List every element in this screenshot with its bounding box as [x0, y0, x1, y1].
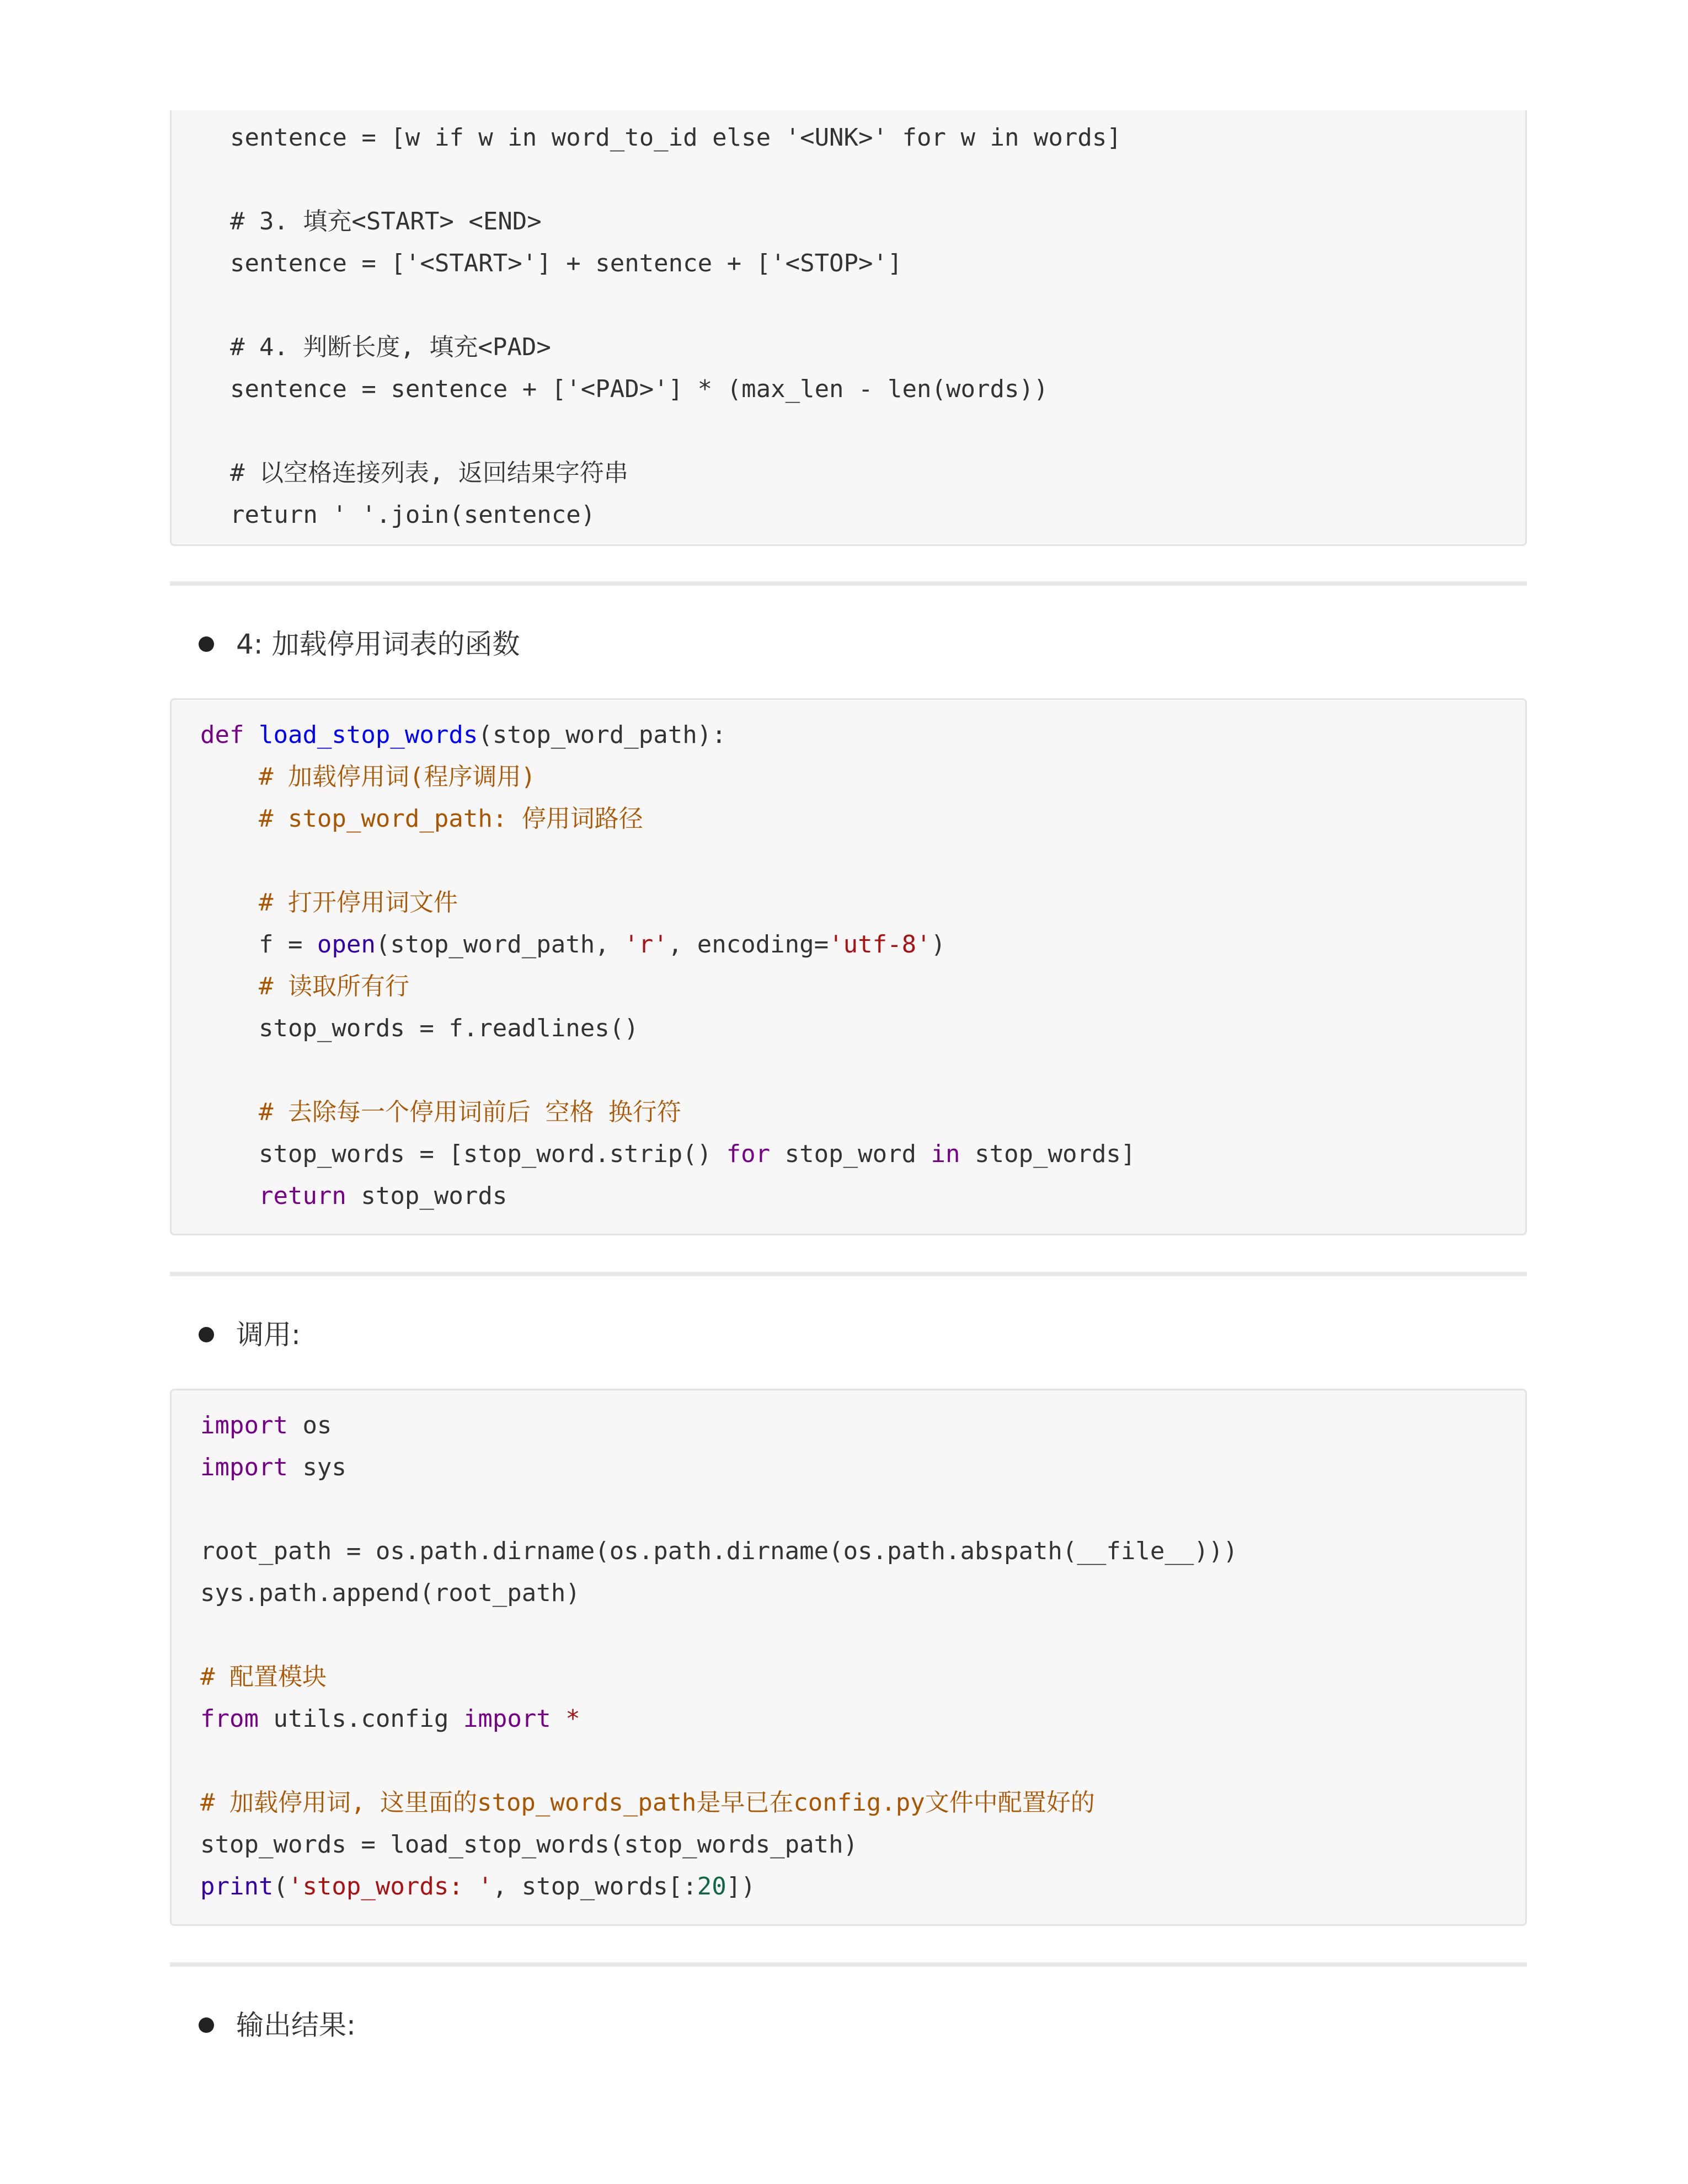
list-bullet: [199, 636, 214, 652]
code-line: [200, 1008, 639, 1050]
code-line: [200, 798, 643, 840]
code-line: [200, 966, 409, 1008]
code-line: [200, 1133, 1135, 1175]
code-token: (stop_word_path,: [375, 930, 624, 959]
code-token: import: [463, 1705, 551, 1733]
code-token: # 以空格连接列表, 返回结果字符串: [172, 459, 628, 487]
code-line: [200, 924, 946, 966]
code-line: [172, 452, 628, 494]
code-line: [172, 201, 542, 243]
code-token: root_path = os.path.dirname(os.path.dirname(os.path.abspath(__file__))): [200, 1537, 1238, 1565]
code-line: [172, 117, 1121, 159]
code-token: [200, 1098, 259, 1126]
code-line: [200, 1866, 756, 1908]
code-token: stop_word: [770, 1140, 931, 1168]
code-token: sys: [287, 1453, 346, 1481]
code-token: (stop_word_path):: [478, 721, 727, 749]
code-token: sentence = sentence + ['<PAD>'] * (max_len - len(words)): [172, 375, 1049, 403]
code-line: [200, 1572, 580, 1614]
code-line: [172, 494, 595, 536]
list-item-output: 输出结果:: [236, 2009, 356, 2041]
code-line: [200, 1656, 327, 1698]
code-token: stop_words: [346, 1182, 508, 1210]
code-token: # 加载停用词(程序调用): [258, 763, 536, 791]
code-line: [200, 1824, 858, 1866]
code-line: [200, 1698, 580, 1740]
list-item-usage: 调用:: [236, 1319, 301, 1351]
code-token: # 加载停用词, 这里面的stop_words_path是早已在config.py文件中配置好的: [200, 1789, 1095, 1817]
code-token: *: [551, 1705, 580, 1733]
code-token: [200, 972, 259, 1000]
code-token: [200, 805, 259, 833]
code-token: open: [317, 930, 376, 959]
code-line: [172, 326, 551, 368]
code-block-load-stop-words: [170, 698, 1527, 1235]
code-token: return: [258, 1182, 346, 1210]
code-token: 20: [697, 1872, 727, 1901]
section-divider: [170, 1962, 1527, 1967]
code-line: [172, 243, 902, 285]
code-token: # 配置模块: [200, 1663, 327, 1691]
code-token: in: [931, 1140, 960, 1168]
code-token: stop_words = [stop_word.strip(): [200, 1140, 727, 1168]
code-token: sentence = [w if w in word_to_id else '<UNK>' for w in words]: [172, 124, 1121, 152]
code-token: # 去除每一个停用词前后 空格 换行符: [258, 1098, 681, 1126]
code-line: [200, 1175, 507, 1217]
code-token: stop_words]: [960, 1140, 1136, 1168]
code-token: # 4. 判断长度, 填充<PAD>: [172, 333, 551, 361]
code-token: f =: [200, 930, 317, 959]
code-token: # 3. 填充<START> <END>: [172, 207, 542, 235]
section-divider: [170, 581, 1527, 586]
code-token: def: [200, 721, 259, 749]
code-line: [200, 714, 727, 756]
code-token: , stop_words[:: [492, 1872, 697, 1901]
code-line: [200, 1530, 1238, 1572]
code-token: return ' '.join(sentence): [172, 501, 596, 529]
code-token: import: [200, 1411, 288, 1439]
code-line: [200, 1405, 332, 1447]
section-divider: [170, 1272, 1527, 1276]
code-token: ): [931, 930, 946, 959]
code-token: import: [200, 1453, 288, 1481]
code-line: [172, 368, 1048, 410]
code-line: [200, 882, 458, 924]
code-line: [200, 1782, 1095, 1824]
code-token: , encoding=: [667, 930, 829, 959]
code-token: [200, 763, 259, 791]
list-bullet: [199, 1327, 214, 1342]
code-token: [200, 888, 259, 917]
code-token: sys.path.append(root_path): [200, 1579, 580, 1607]
code-line: [200, 1091, 681, 1133]
code-token: # stop_word_path: 停用词路径: [258, 805, 643, 833]
code-token: for: [726, 1140, 771, 1168]
code-token: (: [273, 1872, 288, 1901]
code-token: sentence = ['<START>'] + sentence + ['<STOP>']: [172, 249, 902, 277]
code-token: [200, 1182, 259, 1210]
code-token: stop_words = load_stop_words(stop_words_path): [200, 1830, 858, 1859]
code-token: load_stop_words: [258, 721, 478, 749]
code-block-sentence: [170, 110, 1527, 546]
code-line: [200, 756, 536, 798]
code-token: 'utf-8': [829, 930, 931, 959]
code-token: # 打开停用词文件: [258, 888, 458, 917]
code-token: # 读取所有行: [258, 972, 409, 1000]
code-token: 'r': [624, 930, 668, 959]
list-item-load-stop-words: 4: 加载停用词表的函数: [236, 628, 520, 660]
code-token: ]): [726, 1872, 756, 1901]
code-token: stop_words = f.readlines(): [200, 1014, 639, 1042]
code-token: utils.config: [258, 1705, 463, 1733]
code-token: 'stop_words: ': [287, 1872, 493, 1901]
code-token: os: [287, 1411, 332, 1439]
list-bullet: [199, 2017, 214, 2033]
code-token: print: [200, 1872, 274, 1901]
code-line: [200, 1447, 346, 1489]
code-token: from: [200, 1705, 259, 1733]
code-block-usage: [170, 1389, 1527, 1926]
